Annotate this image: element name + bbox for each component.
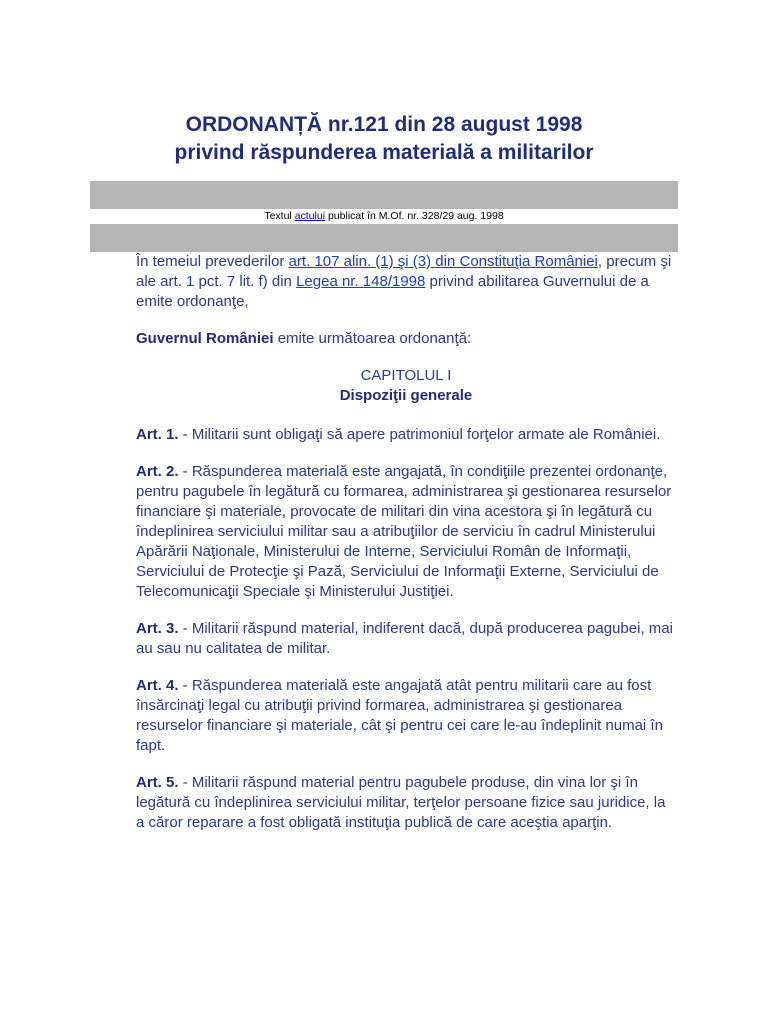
law-link[interactable]: Legea nr. 148/1998 xyxy=(296,273,426,290)
article-text: - Răspunderea materială este angajată atât pentru militarii care au fost însărcinaţi legal cu atribuţii privind formarea, administrarea şi gestionarea resurselor financiare şi materiale, cât şi pentru cei care le-au îndeplinit numai în fapt. xyxy=(136,677,663,754)
intro-text-3: privind abilitarea Guvernului de a emite ordonanţe, xyxy=(136,273,649,310)
publication-suffix: publicat în M.Of. nr. 328/29 aug. 1998 xyxy=(325,210,504,222)
publication-note xyxy=(0,208,768,224)
separator-bar-bottom xyxy=(90,224,678,252)
article-4 xyxy=(136,676,676,756)
title-line-1: ORDONANȚĂ nr.121 din 28 august 1998 xyxy=(185,113,583,136)
government-name: Guvernul României xyxy=(136,330,274,347)
article-label: Art. 4. xyxy=(136,677,179,694)
article-text: - Militarii răspund material, indiferent dacă, după producerea pagubei, mai au sau nu calitatea de militar. xyxy=(136,620,673,657)
document-body xyxy=(136,252,676,850)
article-label: Art. 5. xyxy=(136,774,179,791)
article-1 xyxy=(136,425,676,445)
article-3 xyxy=(136,619,676,659)
publication-prefix: Textul xyxy=(264,210,295,222)
government-text: emite următoarea ordonanţă: xyxy=(273,330,472,347)
government-paragraph xyxy=(136,329,676,349)
intro-paragraph xyxy=(136,252,676,312)
intro-text-2: , precum şi ale art. 1 pct. 7 lit. f) din xyxy=(136,253,672,290)
title-line-2: privind răspunderea materială a militarilor xyxy=(174,141,594,164)
article-text: - Răspunderea materială este angajată, în condiţiile prezentei ordonanţe, pentru pagubele în legătură cu formarea, administrarea şi gestionarea resurselor financiare şi materiale, provocate de militari din vina acestora şi în legătură cu îndeplinirea serviciului militar sau a atribuţiilor de serviciu în cadrul Ministerului Apărării Naţionale, Ministerului de Interne, Serviciului Român de Informaţii, Serviciului de Protecţie şi Pază, Serviciului de Informaţii Externe, Serviciului de Telecomunicaţii Speciale şi Ministerului Justiţiei. xyxy=(136,463,672,600)
article-label: Art. 1. xyxy=(136,426,179,443)
intro-text-1: În temeiul prevederilor xyxy=(136,253,289,270)
article-2 xyxy=(136,462,676,602)
article-text: - Militarii sunt obligaţi să apere patrimoniul forţelor armate ale României. xyxy=(178,426,661,443)
document-title xyxy=(0,111,768,167)
constitution-link[interactable]: art. 107 alin. (1) şi (3) din Constituţia României xyxy=(288,253,598,270)
chapter-label: CAPITOLUL I xyxy=(360,367,452,384)
article-label: Art. 2. xyxy=(136,463,179,480)
separator-bar-top xyxy=(90,181,678,209)
article-5 xyxy=(136,773,676,833)
article-label: Art. 3. xyxy=(136,620,179,637)
chapter-heading xyxy=(136,366,676,406)
article-text: - Militarii răspund material pentru pagubele produse, din vina lor şi în legătură cu îndeplinirea serviciului militar, terţelor persoane fizice sau juridice, la a căror reparare a fost obligată instituţia publică de care aceştia aparţin. xyxy=(136,774,666,831)
chapter-title: Dispoziţii generale xyxy=(339,387,473,404)
act-link[interactable]: actului xyxy=(294,210,326,222)
